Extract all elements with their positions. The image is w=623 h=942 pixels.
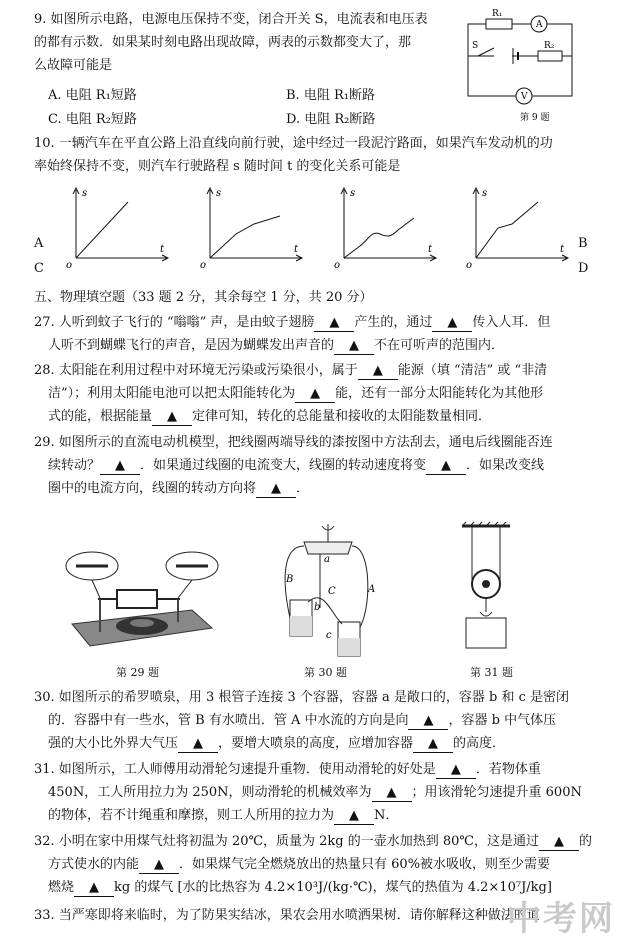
q27-text: 人听不到蝴蝶飞行的声音，是因为蝴蝶发出声音的 [48, 338, 335, 353]
q32-blank-2[interactable]: ▲ [139, 857, 179, 874]
q10a-axis-t: t [160, 244, 165, 255]
q29-line1: 29. 如图所示的直流电动机模型，把线圈两端导线的漆按图中方法刮去，通电后线圈能否连 [34, 435, 553, 450]
q27-blank-2[interactable]: ▲ [432, 315, 472, 332]
watermark-logo: 中考网 [507, 899, 615, 939]
fig30-label-c-lower: c [326, 630, 332, 641]
fig30-label-b-lower: b [314, 602, 321, 613]
q31-blank-3[interactable]: ▲ [334, 808, 374, 825]
q10a-axis-s: s [82, 188, 88, 199]
q9-line3: 么故障可能是 [34, 58, 113, 73]
q28-blank-1[interactable]: ▲ [358, 363, 398, 380]
q32-text: 方式使水的内能 [48, 857, 140, 872]
fig30-label-a-lower: a [324, 554, 330, 565]
question-9 [34, 8, 428, 77]
q28-blank-2[interactable]: ▲ [295, 386, 335, 403]
q10-line1: 10. 一辆汽车在平直公路上沿直线向前行驶，途中经过一段泥泞路面，如果汽车发动机的功 [34, 136, 553, 151]
q9-option-c: C. 电阻 R₂短路 [48, 112, 137, 127]
question-29 [34, 431, 553, 500]
q29-text: ．如果通过线圈的电流变大，线圈的转动速度将变 [140, 458, 427, 473]
fig31-pulley [450, 520, 530, 660]
fig31-caption: 第 31 题 [470, 666, 513, 679]
q31-text: 的物体，若不计绳重和摩擦，则工人所用的拉力为 [48, 808, 335, 823]
q9-line1: 9. 如图所示电路，电源电压保持不变，闭合开关 S，电流表和电压表 [34, 12, 428, 27]
q31-blank-1[interactable]: ▲ [436, 762, 476, 779]
question-30 [34, 686, 569, 755]
fig30-label-a-upper: A [368, 584, 376, 595]
fig30-label-c-upper: C [328, 586, 336, 597]
q28-text: 定律可知，转化的总能量和接收的太阳能数量相同． [192, 409, 492, 424]
q9-label-s: S [472, 41, 479, 51]
q32-text: 32. 小明在家中用煤气灶将初温为 20℃，质量为 2kg 的一壶水加热到 80℃，这是通过 [34, 834, 539, 849]
q10b-origin: o [200, 260, 207, 270]
fig30-caption: 第 30 题 [304, 666, 347, 679]
q9-option-d: D. 电阻 R₂断路 [286, 112, 376, 127]
q33-line1: 33. 当严寒即将来临时，为了防果实结冰，果农会用水喷洒果树．请你解释这种做法的道 [34, 908, 540, 923]
q28-blank-3[interactable]: ▲ [152, 409, 192, 426]
q30-blank-1[interactable]: ▲ [408, 713, 448, 730]
q10-label-c: C [34, 261, 44, 276]
q10-graph-c [330, 184, 442, 270]
q30-line1: 30. 如图所示的希罗喷泉，用 3 根管子连接 3 个容器，容器 a 是敞口的，容器 b 和 c 是密闭 [34, 690, 570, 705]
q32-text: kg 的煤气 [水的比热容为 4.2×10³J/(kg·℃)，煤气的热值为 4.2×10⁷J/kg] [114, 880, 552, 895]
q10c-origin: o [334, 260, 341, 270]
q10b-axis-s: s [216, 188, 222, 199]
q30-text: 的．容器中有一些水，管 B 有水喷出．管 A 中水流的方向是向 [48, 713, 409, 728]
q29-blank-1[interactable]: ▲ [100, 458, 140, 475]
q10c-axis-s: s [350, 188, 356, 199]
fig29-caption: 第 29 题 [116, 666, 159, 679]
q9-label-a: A [536, 20, 543, 30]
q27-blank-3[interactable]: ▲ [334, 338, 374, 355]
q27-text: 不在可听声的范围内． [374, 338, 505, 353]
fig30-label-b-upper: B [286, 574, 294, 585]
q9-option-a: A. 电阻 R₁短路 [48, 88, 137, 103]
q10-graph-b [196, 184, 308, 270]
q28-text: 式的能，根据能量 [48, 409, 153, 424]
q30-blank-2[interactable]: ▲ [178, 736, 218, 753]
q10c-axis-t: t [428, 244, 433, 255]
q29-text: 圈中的电流方向，线圈的转动方向将 [48, 481, 257, 496]
question-28 [34, 359, 547, 428]
q9-option-b: B. 电阻 R₁断路 [286, 88, 375, 103]
q31-text: ；用该滑轮匀速提升重 600N [411, 785, 582, 800]
question-33 [34, 904, 540, 927]
q27-text: 27. 人听到蚊子飞行的 “嗡嗡” 声，是由蚊子翅膀 [34, 315, 315, 330]
q29-text: ． [296, 481, 310, 496]
q27-text: 产生的，通过 [354, 315, 433, 330]
q30-text: 的高度． [453, 736, 506, 751]
q32-blank-1[interactable]: ▲ [539, 834, 579, 851]
q28-text: 能，还有一部分太阳能转化为其他形 [335, 386, 544, 401]
fig29-motor-model [62, 540, 222, 660]
q28-text: 洁”）；利用太阳能电池可以把太阳能转化为 [48, 386, 296, 401]
q10a-origin: o [66, 260, 73, 270]
question-31 [34, 758, 582, 827]
q29-blank-3[interactable]: ▲ [256, 481, 296, 498]
q10-line2: 率始终保持不变，则汽车行驶路程 s 随时间 t 的变化关系可能是 [34, 159, 401, 174]
q31-text: N． [374, 808, 399, 823]
q27-text: 传入人耳．但 [472, 315, 551, 330]
q29-blank-2[interactable]: ▲ [426, 458, 466, 475]
q9-label-r1: R₁ [492, 9, 503, 19]
section-5-title: 五、物理填空题（33 题 2 分，其余每空 1 分，共 20 分） [34, 290, 373, 305]
q10-label-a: A [34, 236, 44, 251]
q9-line2: 的都有示数．如果某时刻电路出现故障，两表的示数都变大了，那 [34, 35, 412, 50]
q30-blank-3[interactable]: ▲ [413, 736, 453, 753]
q32-text: ．如果煤气完全燃烧放出的热量只有 60%被水吸收，则至少需要 [179, 857, 551, 872]
q30-text: ，容器 b 中气体压 [448, 713, 557, 728]
q31-text: ．若物体重 [475, 762, 541, 777]
q10-graph-a [62, 184, 174, 270]
q10d-axis-s: s [482, 188, 488, 199]
q10-graph-d [462, 184, 574, 270]
q9-label-r2: R₂ [544, 41, 555, 51]
q31-blank-2[interactable]: ▲ [372, 785, 412, 802]
question-27 [34, 311, 550, 357]
q27-blank-1[interactable]: ▲ [314, 315, 354, 332]
q30-text: ，要增大喷泉的高度，应增加容器 [218, 736, 414, 751]
q28-text: 28. 太阳能在利用过程中对环境无污染或污染很小，属于 [34, 363, 358, 378]
q28-text: 能源（填 “清洁” 或 “非清 [397, 363, 548, 378]
question-10 [34, 132, 553, 178]
q9-circuit-diagram [458, 4, 618, 126]
q10b-axis-t: t [294, 244, 299, 255]
q10-label-d: D [578, 261, 589, 276]
q30-text: 强的大小比外界大气压 [48, 736, 179, 751]
q29-text: 续转动？ [48, 458, 101, 473]
q31-text: 31. 如图所示，工人师傅用动滑轮匀速提升重物．使用动滑轮的好处是 [34, 762, 436, 777]
q9-caption: 第 9 题 [520, 113, 550, 123]
q10d-origin: o [466, 260, 473, 270]
q29-text: ．如果改变线 [466, 458, 545, 473]
q10d-axis-t: t [560, 244, 565, 255]
q9-label-v: V [521, 92, 528, 102]
q32-text: 的 [578, 834, 592, 849]
question-32 [34, 830, 592, 899]
q32-blank-3[interactable]: ▲ [74, 880, 114, 897]
q10-label-b: B [578, 236, 588, 251]
fig30-hero-fountain [268, 522, 386, 662]
q32-text: 燃烧 [48, 880, 75, 895]
q31-text: 450N，工人所用拉力为 250N，则动滑轮的机械效率为 [48, 785, 372, 800]
